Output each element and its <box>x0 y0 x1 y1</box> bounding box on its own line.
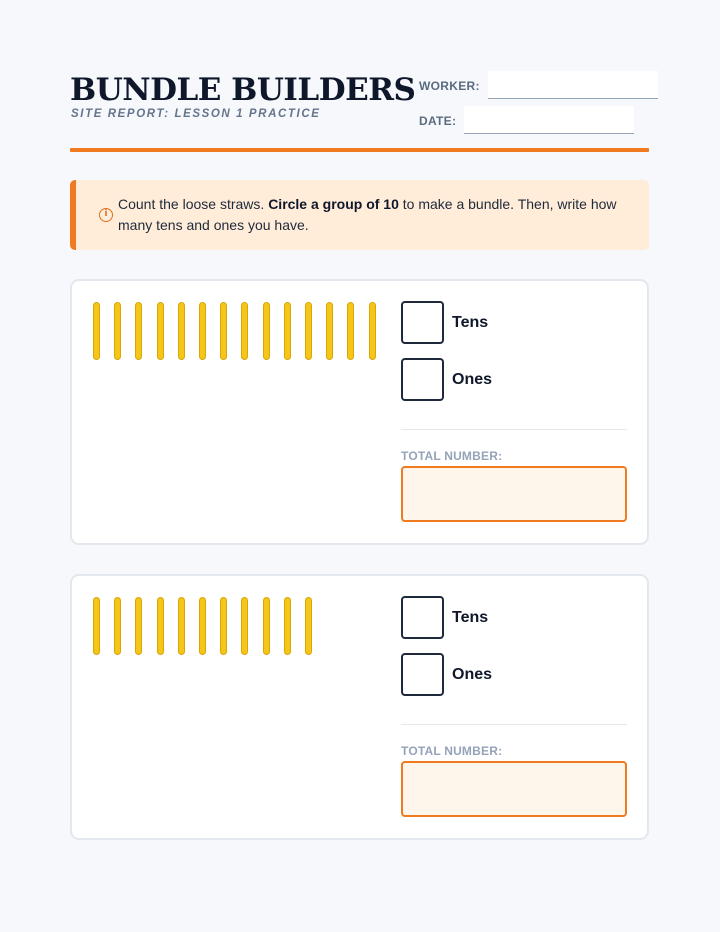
straw <box>157 302 164 360</box>
total-number-input[interactable] <box>401 466 627 522</box>
straw <box>199 597 206 655</box>
straw <box>241 597 248 655</box>
straw <box>305 597 312 655</box>
straw <box>114 302 121 360</box>
instruction-text-bold: Circle a group of 10 <box>268 196 399 212</box>
tens-input-box[interactable] <box>401 301 444 344</box>
ones-label: Ones <box>452 665 493 683</box>
straw <box>263 302 270 360</box>
page-subtitle: SITE REPORT: LESSON 1 PRACTICE <box>71 108 321 120</box>
straw <box>157 597 164 655</box>
date-input[interactable] <box>464 106 634 134</box>
straw <box>305 302 312 360</box>
header-divider <box>70 148 649 152</box>
problem-card-1 <box>70 279 649 545</box>
info-circle-icon: i <box>99 208 113 222</box>
tens-label: Tens <box>452 313 489 331</box>
card-divider <box>401 724 627 725</box>
straw <box>178 597 185 655</box>
ones-label: Ones <box>452 370 493 388</box>
straw <box>135 302 142 360</box>
straw <box>220 302 227 360</box>
total-number-input[interactable] <box>401 761 627 817</box>
straw <box>284 597 291 655</box>
card-divider <box>401 429 627 430</box>
straw <box>284 302 291 360</box>
date-label: DATE: <box>419 114 457 128</box>
worker-label: WORKER: <box>419 79 480 93</box>
tens-input-box[interactable] <box>401 596 444 639</box>
straw <box>369 302 376 360</box>
ones-counter <box>401 653 492 696</box>
page-title: BUNDLE BUILDERS <box>70 72 416 108</box>
instruction-text <box>118 194 633 236</box>
straw <box>93 597 100 655</box>
tens-counter <box>401 301 488 344</box>
straw <box>326 302 333 360</box>
worker-field <box>419 71 658 99</box>
straw <box>220 597 227 655</box>
problem-card-2 <box>70 574 649 840</box>
ones-input-box[interactable] <box>401 653 444 696</box>
tens-counter <box>401 596 488 639</box>
straw <box>93 302 100 360</box>
ones-input-box[interactable] <box>401 358 444 401</box>
straw <box>241 302 248 360</box>
straw <box>114 597 121 655</box>
total-number-label: TOTAL NUMBER: <box>401 744 503 758</box>
straw <box>347 302 354 360</box>
instruction-text-end: to make a bundle. Then, write how many tens and ones you have. <box>118 196 617 233</box>
straw <box>199 302 206 360</box>
straw <box>263 597 270 655</box>
date-field <box>419 106 634 134</box>
straw <box>135 597 142 655</box>
tens-label: Tens <box>452 608 489 626</box>
total-number-label: TOTAL NUMBER: <box>401 449 503 463</box>
instruction-text-start: Count the loose straws. <box>118 196 269 212</box>
ones-counter <box>401 358 492 401</box>
worker-input[interactable] <box>488 71 658 99</box>
instruction-banner <box>70 180 649 250</box>
straw <box>178 302 185 360</box>
